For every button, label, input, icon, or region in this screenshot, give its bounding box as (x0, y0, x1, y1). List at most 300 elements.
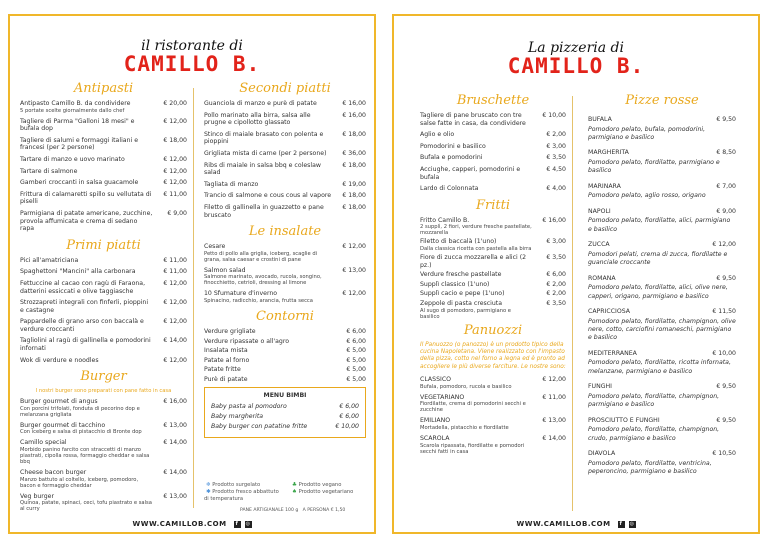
item-title: Tartare di manzo e uovo marinato (20, 155, 125, 163)
menu-item (420, 112, 566, 127)
item-price: € 10,00 (335, 423, 359, 431)
menu-item (20, 179, 187, 187)
menu-item (20, 337, 187, 352)
menu-item (420, 238, 566, 252)
menu-item (204, 328, 366, 336)
menu-item (20, 398, 187, 418)
pizza-item (588, 275, 736, 283)
item-price: € 12,00 (163, 117, 187, 125)
item-price: € 6,00 (346, 337, 366, 345)
pizza-item-group (588, 275, 736, 301)
pizza-item-group (588, 350, 736, 376)
item-price: € 2,00 (546, 290, 566, 298)
item-description: Quinoa, patate, spinaci, ceci, tofu piastrato e salsa al curry (20, 500, 152, 513)
menu-item (204, 347, 366, 355)
item-price: € 12,00 (163, 279, 187, 287)
menu-item (204, 376, 366, 384)
item-price: € 20,00 (163, 100, 187, 107)
item-name (204, 204, 336, 219)
item-name (211, 403, 329, 411)
menu-item (204, 243, 366, 263)
menu-item (204, 112, 366, 127)
burger-title: Burger (80, 369, 127, 385)
item-description: Bufala, pomodoro, rucola e basilico (420, 383, 512, 390)
pizza-item (588, 417, 736, 425)
kids-menu-list (211, 403, 359, 431)
menu-item (20, 439, 187, 465)
item-title: Patate fritte (204, 366, 241, 374)
pizza-name: NAPOLI (588, 207, 611, 215)
right-column (204, 80, 366, 438)
item-price: € 11,00 (542, 393, 566, 401)
antipasti-list (20, 100, 187, 233)
item-description: 5 portate scelte giornalmente dallo chef (20, 107, 125, 114)
item-price: € 18,00 (342, 130, 366, 138)
item-title: Aglio e olio (420, 131, 455, 139)
item-title: Fettuccine al cacao con ragù di Faraona, datterini essiccati e olive taggiasche (20, 279, 146, 295)
pizza-item (588, 208, 736, 216)
item-name (204, 100, 336, 108)
item-price: € 12,00 (163, 299, 187, 307)
item-description: Dalla classica ricetta con pastella alla birra (420, 245, 532, 252)
pizza-name: MEDITERRANEA (588, 349, 637, 357)
legend-left (204, 482, 284, 503)
pizza-item-group (588, 183, 736, 201)
item-title: Cheese bacon burger (20, 469, 87, 477)
pizza-description: Pomodoro pelato, aglio rosso, origano (588, 192, 706, 200)
menu-item (20, 268, 187, 276)
item-description: Manzo battuto al coltello, iceberg, pomodoro, bacon e formaggio cheddar (20, 476, 139, 489)
kids-menu-box (204, 387, 366, 438)
pizza-item-group (588, 308, 736, 343)
item-name (20, 168, 157, 176)
vegan-icon: ♣ (292, 482, 297, 488)
item-title: SCAROLA (420, 434, 450, 442)
menu-item (204, 181, 366, 189)
menu-item (420, 185, 566, 193)
item-name (20, 469, 157, 489)
menu-item (20, 318, 187, 333)
item-price: € 12,00 (342, 290, 366, 298)
panuozzi-title: Panuozzi (463, 322, 523, 338)
item-price: € 6,00 (339, 403, 359, 411)
pizza-description: Pomodoro pelato, fiordilatte, champignon, crudo, parmigiano e basilico (588, 426, 720, 442)
left-column (420, 92, 566, 459)
item-description: 2 supplì, 2 fiori, verdure fresche pastellate, mozzarella (420, 224, 532, 237)
facebook-icon[interactable]: f (618, 521, 625, 528)
pizza-price: € 7,00 (716, 182, 736, 190)
menu-item (204, 338, 366, 346)
legend-fresco: Prodotto fresco abbattuto di temperatura (204, 489, 279, 502)
item-name (20, 280, 157, 295)
primi-title: Primi piatti (66, 237, 141, 253)
item-title: Baby burger con patatine fritte (211, 423, 308, 431)
item-name (420, 290, 536, 298)
legend-vegetariano: Prodotto vegetariano (298, 489, 354, 495)
item-title: Patate al forno (204, 356, 250, 364)
fritti-list (420, 217, 566, 320)
item-description: Al sugo di pomodoro, parmigiano e basilico (420, 307, 512, 320)
pizzeria-menu-page (392, 14, 760, 534)
item-price: € 3,50 (546, 253, 566, 261)
footer (394, 520, 758, 528)
pizza-description: Pomodoro pelato, fiordilatte, alici, olive nere, capperi, origano, parmigiano e basilico (588, 284, 728, 300)
secondi-title: Secondi piatti (239, 81, 331, 96)
pizza-description: Pomodoro pelato, fiordilatte, champignon, parmigiano e basilico (588, 392, 720, 409)
item-price: € 16,00 (342, 100, 366, 107)
pizza-item (588, 241, 736, 249)
item-price: € 10,00 (542, 112, 566, 119)
menu-item (20, 156, 187, 164)
item-name (420, 166, 536, 181)
pizza-name: FUNGHI (588, 383, 612, 391)
instagram-icon[interactable]: ◎ (629, 520, 635, 527)
pizze-column (588, 92, 736, 483)
pizza-price: € 9,50 (716, 116, 736, 123)
item-title: Fritto Camillo B. (420, 216, 470, 224)
item-price: € 5,00 (346, 375, 366, 383)
pizze-title: Pizze rosse (625, 93, 699, 108)
item-name (204, 347, 336, 355)
menu-item (420, 417, 566, 431)
item-name (204, 131, 336, 146)
item-name (204, 338, 336, 346)
item-title: 10 Sfumature d'inverno (204, 290, 278, 298)
item-title: Tagliata di manzo (204, 180, 259, 188)
item-name (20, 191, 157, 206)
item-price: € 3,50 (546, 299, 566, 307)
item-name (204, 290, 336, 304)
item-title: Tagliolini al ragù di gallinella e pomodorini infornati (20, 337, 151, 353)
item-name (204, 150, 336, 158)
pizza-price: € 9,50 (716, 274, 736, 282)
item-description: Morbido panino farcito con straccetti di manzo piastrati, cipolla rossa, formaggio cheddar e salsa bbq (20, 447, 150, 466)
column-divider (193, 88, 194, 508)
item-title: Baby pasta al pomodoro (211, 403, 287, 411)
kids-menu-title: MENU BIMBI (263, 392, 307, 400)
menu-item (20, 469, 187, 489)
item-name (20, 398, 157, 418)
snowflake-icon: ❄ (206, 482, 211, 488)
burger-intro: I nostri burger sono preparati con pane fatto in casa (35, 388, 172, 395)
menu-item (204, 150, 366, 158)
item-title: VEGETARIANO (420, 393, 465, 401)
item-price: € 14,00 (163, 439, 187, 447)
item-price: € 12,00 (163, 179, 187, 187)
item-name (20, 493, 157, 513)
instagram-icon[interactable]: ◎ (245, 520, 251, 527)
legend-surgelato: Prodotto surgelato (212, 482, 261, 488)
item-price: € 6,00 (339, 413, 359, 421)
pizza-price: € 8,50 (716, 149, 736, 157)
pizza-item-group (588, 383, 736, 409)
item-price: € 4,50 (546, 165, 566, 173)
item-price: € 11,00 (163, 268, 187, 276)
pizza-price: € 10,50 (712, 450, 736, 458)
item-price: € 5,00 (346, 366, 366, 374)
item-price: € 12,00 (163, 167, 187, 175)
menu-item (204, 204, 366, 219)
bread-note-price: A PERSONA € 1,50 (302, 508, 346, 513)
menu-item (204, 290, 366, 304)
item-name (204, 243, 336, 263)
menu-item (420, 281, 566, 289)
item-name (204, 181, 336, 189)
pizza-name: CAPRICCIOSA (588, 308, 631, 316)
menu-item (420, 271, 566, 279)
pizza-item (588, 149, 736, 157)
item-price: € 2,00 (546, 280, 566, 288)
pizza-description: Pomodoro pelato, bufala, pomodorini, parmigiano e basilico (588, 125, 706, 141)
pizza-price: € 9,00 (716, 207, 736, 215)
item-description: Mortadella, pistacchio e fiordilatte (420, 424, 509, 431)
website-link[interactable]: WWW.CAMILLOB.COM (132, 520, 227, 528)
pizza-price: € 9,50 (716, 416, 736, 424)
item-price: € 18,00 (163, 136, 187, 144)
item-price: € 5,00 (346, 356, 366, 364)
pizza-description: Pomodori pelati, crema di zucca, fiordilatte e guanciale croccante (588, 250, 728, 267)
menu-item (420, 217, 566, 237)
item-price: € 6,00 (546, 271, 566, 279)
item-price: € 11,00 (163, 190, 187, 198)
item-title: Verdure grigliate (204, 327, 256, 335)
item-name (20, 257, 157, 265)
secondi-list (204, 100, 366, 219)
item-title: Verdure ripassate o all'agro (204, 337, 290, 345)
item-name (420, 112, 536, 127)
brand-name: CAMILLO B. (507, 54, 645, 78)
panuozzi-list (420, 376, 566, 454)
menu-item (420, 143, 566, 151)
item-title: Tagliere di Parma "Galloni 18 mesi" e bufala dop (20, 117, 135, 133)
item-name (204, 366, 336, 374)
item-price: € 14,00 (542, 434, 566, 442)
item-name (420, 417, 536, 431)
pizza-description: Pomodoro pelato, fiordilatte, parmigiano e basilico (588, 159, 720, 175)
item-name (20, 156, 157, 164)
item-name (20, 337, 157, 352)
item-price: € 3,00 (546, 142, 566, 150)
brand-script: La pizzeria di (528, 40, 624, 56)
pizza-name: DIAVOLA (588, 450, 616, 458)
item-name (420, 254, 536, 269)
pizza-name: BUFALA (588, 116, 612, 123)
menu-item (20, 422, 187, 436)
pizza-item (588, 350, 736, 358)
menu-item (204, 100, 366, 108)
item-name (211, 423, 329, 431)
item-name (420, 238, 536, 252)
item-price: € 19,00 (342, 180, 366, 188)
item-price: € 18,00 (342, 203, 366, 211)
item-title: Insalata mista (204, 347, 248, 355)
item-name (20, 318, 157, 333)
brand-name: CAMILLO B. (123, 52, 261, 76)
pizza-price: € 12,00 (712, 241, 736, 249)
menu-item (204, 366, 366, 374)
menu-item (420, 290, 566, 298)
menu-item (20, 280, 187, 295)
facebook-icon[interactable]: f (234, 521, 241, 528)
item-name (420, 131, 536, 139)
item-price: € 3,50 (546, 154, 566, 162)
item-title: Fiore di zucca mozzarella e alici (2 pz.) (420, 253, 527, 269)
item-title: CLASSICO (420, 376, 452, 384)
item-title: Gamberi croccanti in salsa guacamole (20, 179, 139, 187)
brand-script: il ristorante di (141, 38, 243, 54)
item-name (20, 422, 157, 436)
item-title: Pollo marinato alla birra, salsa alle prugne e cipollotto glassato (204, 111, 311, 127)
pizza-description: Pomodoro pelato, fiordilatte, ventricina, peperoncino, parmigiano e basilico (588, 459, 712, 476)
legend-right (290, 482, 370, 496)
contorni-list (204, 328, 366, 384)
item-title: Pomodorini e basilico (420, 142, 486, 150)
item-name (20, 357, 157, 365)
item-price: € 12,00 (163, 356, 187, 364)
item-description: Con porcini trifolati, fonduta di pecorino dop e melanzana grigliata (20, 405, 140, 418)
item-price: € 14,00 (163, 337, 187, 345)
item-price: € 16,00 (542, 216, 566, 224)
item-name (211, 413, 329, 421)
item-name (204, 162, 336, 177)
pizza-description: Pomodoro pelato, fiordilatte, alici, parmigiano e basilico (588, 217, 731, 233)
menu-item (20, 137, 187, 152)
item-name (420, 217, 536, 237)
item-title: Cesare (204, 243, 226, 251)
menu-item (211, 423, 359, 431)
item-title: Tartare di salmone (20, 167, 78, 175)
pizza-item (588, 383, 736, 391)
menu-item (204, 267, 366, 287)
item-name (204, 192, 336, 200)
item-price: € 12,00 (542, 376, 566, 384)
item-price: € 2,00 (546, 131, 566, 139)
item-description: Con iceberg e salsa di pistacchio di Bronte dop (20, 429, 142, 436)
item-title: Pappardelle di grano arso con baccalà e verdure croccanti (20, 318, 144, 333)
vegetarian-icon: ♠ (292, 489, 297, 495)
restaurant-menu-page (8, 14, 376, 534)
item-name (20, 100, 157, 114)
item-price: € 6,00 (346, 327, 366, 335)
bread-note-label: PANE ARTIGIANALE 100 g (240, 508, 299, 513)
insalate-list (204, 243, 366, 304)
menu-item (420, 300, 566, 320)
item-name (20, 179, 157, 187)
item-name (20, 439, 157, 465)
burger-list (20, 398, 187, 512)
item-title: Burger gourmet di angus (20, 398, 98, 406)
item-name (20, 118, 157, 133)
item-name (420, 185, 536, 193)
item-name (204, 112, 336, 127)
item-price: € 16,00 (342, 111, 366, 119)
pizza-description: Pomodoro pelato, fiordilatte, ricotta infornata, melanzane, parmigiano e basilico (588, 359, 731, 375)
item-title: Veg burger (20, 492, 55, 500)
menu-item (420, 166, 566, 181)
item-price: € 36,00 (342, 149, 366, 157)
pizza-item-group (588, 208, 736, 234)
item-name (204, 328, 336, 336)
pizza-item (588, 450, 736, 458)
item-name (420, 154, 536, 162)
menu-item (20, 118, 187, 133)
item-title: Burger gourmet di tacchino (20, 421, 106, 429)
pizza-name: ZUCCA (588, 241, 610, 249)
item-description: Scarola ripassata, fiordilatte e pomodori secchi fatti in casa (420, 442, 525, 455)
item-name (204, 267, 336, 287)
item-name (204, 376, 336, 384)
item-description: Spinacino, radicchio, arancia, frutta secca (204, 297, 313, 304)
pizza-description: Pomodoro pelato, fiordilatte, champignon, olive nere, cotto, carciofini romaneschi, parmigiano e basilico (588, 317, 736, 342)
item-title: Bufala e pomodorini (420, 154, 483, 162)
item-title: Spaghettoni "Mancini" alla carbonara (20, 268, 136, 276)
pizza-name: ROMANA (588, 274, 616, 282)
item-price: € 12,00 (342, 243, 366, 251)
item-price: € 4,00 (546, 185, 566, 193)
bruschette-title: Bruschette (456, 93, 530, 108)
item-title: Trancio di salmone e cous cous al vapore (204, 192, 332, 200)
website-link[interactable]: WWW.CAMILLOB.COM (516, 520, 611, 528)
item-price: € 11,00 (163, 256, 187, 264)
antipasti-title: Antipasti (73, 81, 134, 96)
menu-item (420, 394, 566, 414)
pizza-item-group (588, 116, 736, 142)
item-name (420, 376, 536, 390)
item-price: € 18,00 (342, 161, 366, 169)
footer (10, 520, 374, 528)
pizza-name: PROSCIUTTO E FUNGHI (588, 416, 660, 424)
menu-item (20, 357, 187, 365)
item-title: Frittura di calamaretti spillo su vellutata di piselli (20, 190, 152, 206)
item-title: Strozzapreti integrali con finferli, pioppini e castagne (20, 299, 149, 314)
item-price: € 14,00 (163, 469, 187, 477)
menu-item (204, 131, 366, 146)
legend-vegano: Prodotto vegano (298, 482, 342, 488)
primi-list (20, 257, 187, 365)
item-price: € 9,00 (167, 209, 187, 217)
item-title: Parmigiana di patate americane, zucchine, provola affumicata e crema di sedano rapa (20, 209, 153, 233)
menu-item (420, 154, 566, 162)
item-title: Salmon salad (204, 266, 246, 274)
item-name (420, 143, 536, 151)
item-price: € 13,00 (163, 421, 187, 429)
pizza-item-group (588, 450, 736, 476)
item-price: € 12,00 (163, 155, 187, 163)
item-title: Purè di patate (204, 375, 248, 383)
menu-item (204, 357, 366, 365)
item-price: € 18,00 (342, 192, 366, 200)
insalate-title: Le insalate (248, 224, 322, 240)
item-title: Supplì cacio e pepe (1'uno) (420, 290, 505, 298)
item-price: € 5,00 (346, 347, 366, 355)
bruschette-list (420, 112, 566, 193)
item-title: Lardo di Colonnata (420, 185, 479, 193)
menu-item (20, 191, 187, 206)
item-title: Antipasto Camillo B. da condividere (20, 100, 131, 107)
item-description: Fiordilatte, crema di pomodorini secchi e zucchine (420, 401, 526, 414)
pizza-name: MARINARA (588, 182, 621, 190)
item-title: Supplì classico (1'uno) (420, 280, 490, 288)
menu-item (420, 131, 566, 139)
left-column (20, 80, 187, 516)
column-divider (572, 96, 573, 511)
item-title: Filetto di baccalà (1'uno) (420, 238, 497, 246)
menu-item (204, 192, 366, 200)
item-name (20, 299, 157, 314)
item-title: Acciughe, capperi, pomodorini e bufala (420, 165, 521, 181)
contorni-title: Contorni (256, 308, 314, 324)
pizza-item (588, 183, 736, 191)
